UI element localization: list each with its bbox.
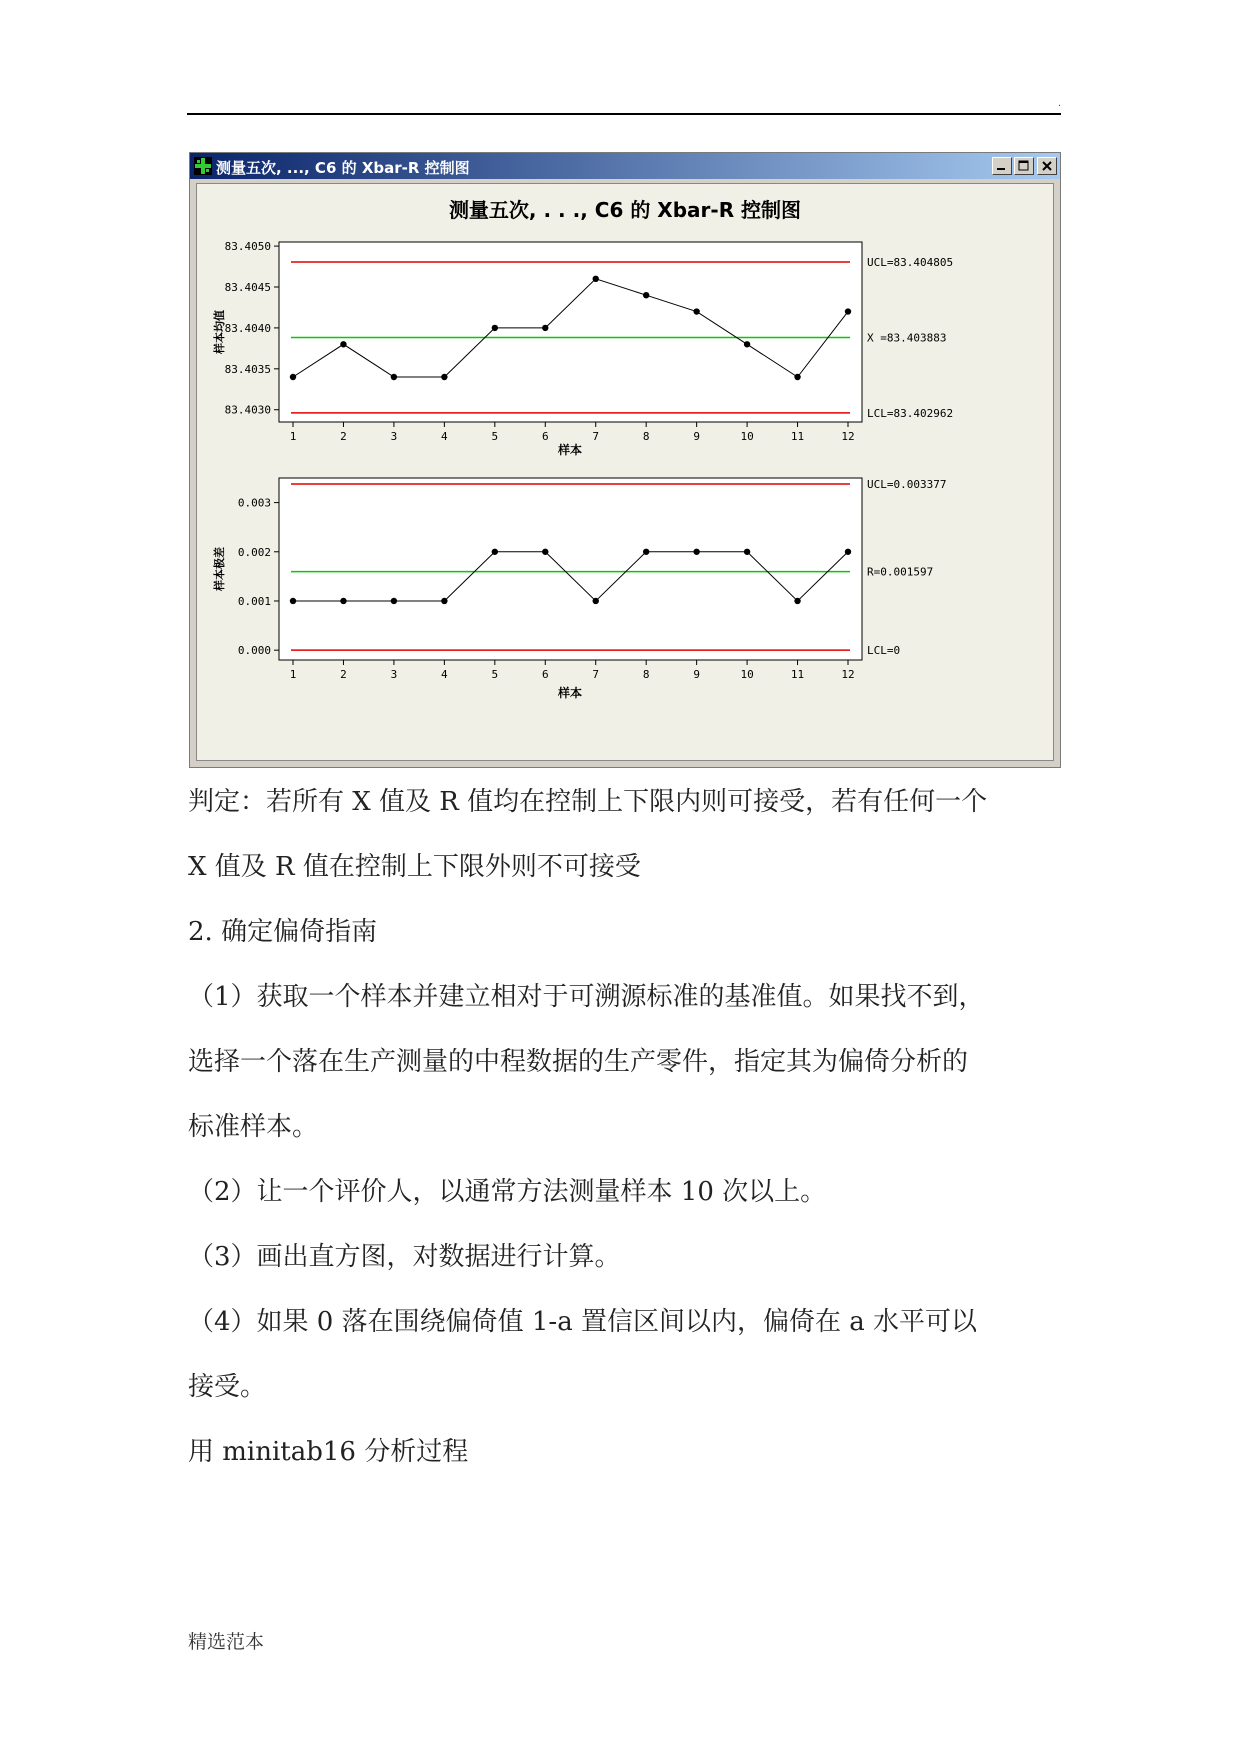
step-3: （3）画出直方图，对数据进行计算。 bbox=[188, 1242, 621, 1272]
r-ytick-label: 0.002 bbox=[237, 545, 271, 559]
xbar-xtick-label: 8 bbox=[642, 430, 650, 443]
r-xtick-label: 3 bbox=[390, 668, 398, 681]
minimize-icon bbox=[993, 158, 1011, 174]
xbar-ucl-label: UCL=83.404805 bbox=[867, 256, 954, 270]
judgement-line-1: 判定：若所有 X 值及 R 值均在控制上下限内则可接受，若有任何一个 bbox=[188, 787, 988, 817]
xbar-data-point bbox=[441, 374, 447, 380]
r-data-point bbox=[492, 549, 498, 555]
r-ytick-label: 0.000 bbox=[237, 644, 271, 658]
xbar-xtick-label: 12 bbox=[841, 430, 855, 443]
step-1-line-3: 标准样本。 bbox=[188, 1112, 319, 1142]
r-xlabel: 样本 bbox=[557, 686, 583, 700]
xbar-xtick-label: 10 bbox=[740, 430, 754, 443]
xbar-xlabel: 样本 bbox=[557, 443, 583, 457]
header-dot: . bbox=[1058, 98, 1062, 109]
r-data-point bbox=[744, 549, 750, 555]
r-xtick-label: 7 bbox=[592, 668, 600, 681]
xbar-center-label: X =83.403883 bbox=[867, 331, 947, 345]
r-ytick-label: 0.003 bbox=[237, 496, 271, 510]
xbar-data-point bbox=[391, 374, 397, 380]
r-data-point bbox=[643, 549, 649, 555]
r-data-point bbox=[593, 598, 599, 604]
xbar-ytick-label: 83.4035 bbox=[224, 362, 271, 376]
r-ucl-label: UCL=0.003377 bbox=[867, 478, 947, 492]
r-data-point bbox=[340, 598, 346, 604]
xbar-xtick-label: 2 bbox=[340, 430, 347, 443]
maximize-icon bbox=[1015, 158, 1033, 174]
r-ylabel: 样本极差 bbox=[213, 547, 226, 591]
xbar-data-point bbox=[744, 341, 750, 347]
xbar-xtick-label: 4 bbox=[441, 430, 448, 443]
step-4-line-2: 接受。 bbox=[188, 1372, 267, 1402]
xbar-data-point bbox=[794, 374, 800, 380]
r-data-point bbox=[290, 598, 296, 604]
r-xtick-label: 9 bbox=[693, 668, 700, 681]
r-xtick-label: 12 bbox=[841, 668, 855, 681]
r-data-point bbox=[794, 598, 800, 604]
section-heading-bias: 2. 确定偏倚指南 bbox=[188, 917, 378, 947]
r-xtick-label: 8 bbox=[642, 668, 650, 681]
xbar-data-point bbox=[340, 341, 346, 347]
xbar-data-point bbox=[693, 308, 699, 314]
r-ytick-label: 0.001 bbox=[237, 594, 271, 608]
minitab-app-icon bbox=[194, 157, 212, 175]
xbar-data-point bbox=[290, 374, 296, 380]
close-icon bbox=[1038, 158, 1056, 174]
xbar-xtick-label: 3 bbox=[390, 430, 398, 443]
r-xtick-label: 10 bbox=[740, 668, 754, 681]
xbar-ylabel: 样本均值 bbox=[213, 310, 226, 354]
step-1-line-1: （1）获取一个样本并建立相对于可溯源标准的基准值。如果找不到， bbox=[188, 982, 985, 1012]
xbar-xtick-label: 6 bbox=[541, 430, 549, 443]
xbar-xtick-label: 7 bbox=[592, 430, 600, 443]
xbar-ytick-label: 83.4050 bbox=[224, 240, 271, 254]
xbar-xtick-label: 11 bbox=[790, 430, 805, 443]
step-2: （2）让一个评价人，以通常方法测量样本 10 次以上。 bbox=[188, 1177, 827, 1207]
window-titlebar[interactable] bbox=[190, 153, 1060, 179]
xbar-ytick-label: 83.4040 bbox=[224, 321, 271, 335]
minimize-button[interactable] bbox=[992, 157, 1012, 175]
plot-area bbox=[196, 183, 1054, 761]
xbar-data-point bbox=[542, 325, 548, 331]
close-button[interactable] bbox=[1037, 157, 1057, 175]
r-lcl-label: LCL=0 bbox=[867, 644, 901, 658]
xbar-data-point bbox=[492, 325, 498, 331]
chart-title: 测量五次, . . ., C6 的 Xbar-R 控制图 bbox=[448, 198, 802, 222]
footer-text: 精选范本 bbox=[188, 1631, 265, 1653]
xbar-lcl-label: LCL=83.402962 bbox=[867, 406, 954, 420]
step-1-line-2: 选择一个落在生产测量的中程数据的生产零件，指定其为偏倚分析的 bbox=[188, 1047, 969, 1077]
window-title: 测量五次, ..., C6 的 Xbar-R 控制图 bbox=[216, 159, 470, 177]
r-xtick-label: 5 bbox=[491, 668, 499, 681]
xbar-ytick-label: 83.4045 bbox=[224, 281, 271, 294]
judgement-line-2: X 值及 R 值在控制上下限外则不可接受 bbox=[188, 852, 641, 882]
minitab-heading: 用 minitab16 分析过程 bbox=[188, 1437, 469, 1467]
xbar-r-chart bbox=[197, 184, 1053, 760]
r-data-point bbox=[391, 598, 397, 604]
r-xtick-label: 11 bbox=[790, 668, 805, 681]
xbar-xtick-label: 1 bbox=[289, 430, 297, 443]
r-data-point bbox=[693, 549, 699, 555]
step-4-line-1: （4）如果 0 落在围绕偏倚值 1-a 置信区间以内，偏倚在 a 水平可以 bbox=[188, 1307, 978, 1337]
xbar-data-point bbox=[643, 292, 649, 298]
r-xtick-label: 2 bbox=[340, 668, 347, 681]
xbar-plot-frame bbox=[279, 242, 862, 422]
r-data-point bbox=[542, 549, 548, 555]
r-data-point bbox=[845, 549, 851, 555]
xbar-data-point bbox=[845, 308, 851, 314]
r-center-label: R=0.001597 bbox=[867, 565, 934, 579]
r-xtick-label: 6 bbox=[541, 668, 549, 681]
r-xtick-label: 1 bbox=[289, 668, 297, 681]
xbar-data-point bbox=[593, 276, 599, 282]
xbar-xtick-label: 9 bbox=[693, 430, 700, 443]
range-chart bbox=[212, 478, 946, 700]
xbar-xtick-label: 5 bbox=[491, 430, 499, 443]
chart-window bbox=[189, 152, 1061, 768]
r-plot-frame bbox=[279, 478, 862, 660]
r-data-point bbox=[441, 598, 447, 604]
maximize-button[interactable] bbox=[1014, 157, 1034, 175]
xbar-ytick-label: 83.4030 bbox=[224, 403, 271, 417]
header-rule bbox=[187, 113, 1061, 115]
xbar-chart bbox=[212, 240, 953, 457]
r-xtick-label: 4 bbox=[441, 668, 448, 681]
